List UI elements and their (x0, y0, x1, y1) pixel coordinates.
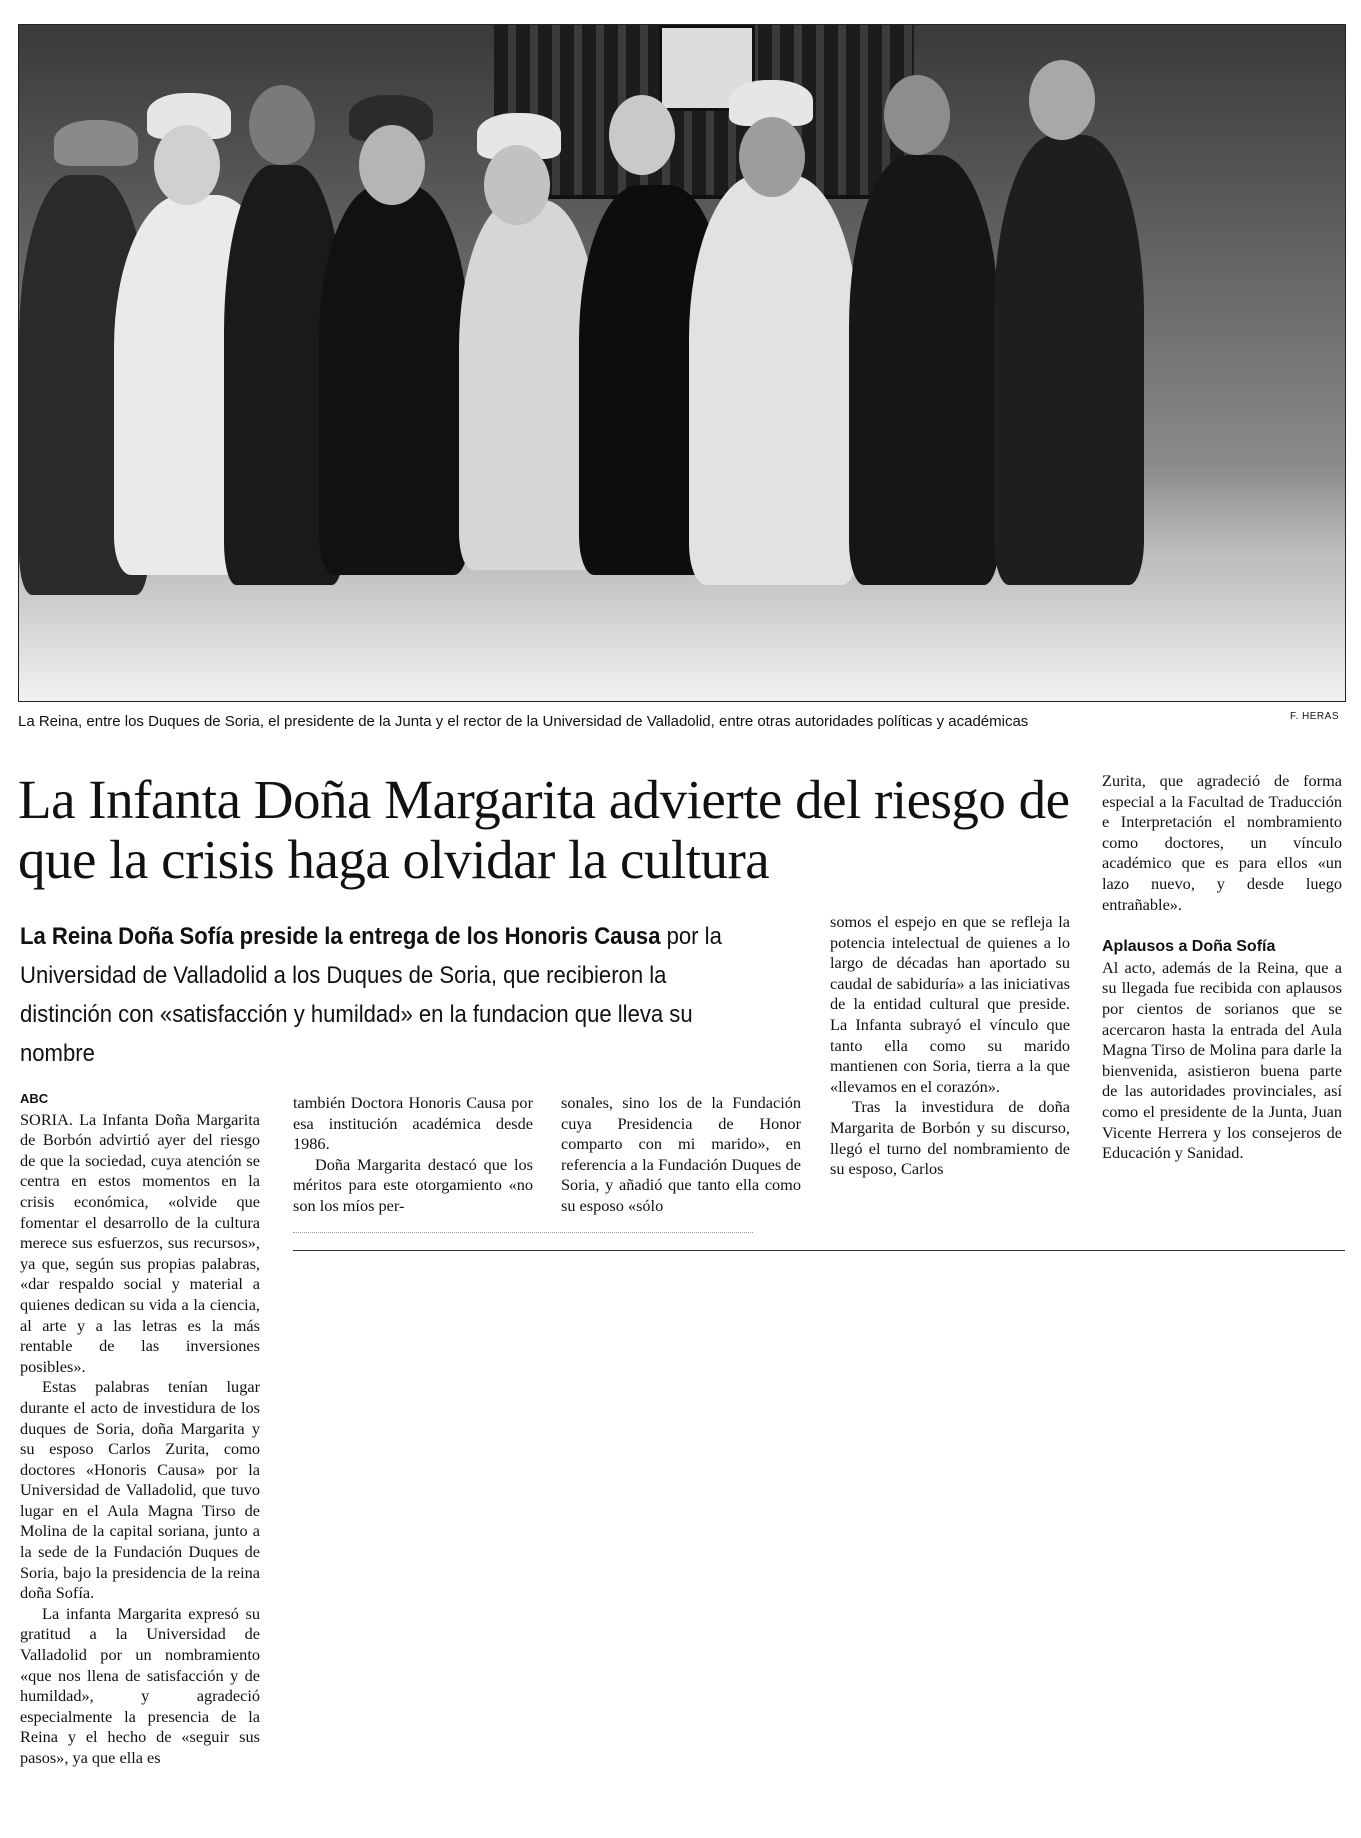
byline: ABC (20, 1091, 49, 1106)
photo-credit: F. HERAS (1289, 711, 1339, 722)
photo-caption: La Reina, entre los Duques de Soria, el presidente de la Junta y el rector de la Universidad de Valladolid, entre otras autoridades políticas y académicas (18, 713, 1029, 730)
person-head (154, 125, 220, 205)
person-head (484, 145, 550, 225)
paragraph: Al acto, además de la Reina, que a su llegada fue recibida con aplausos por cientos de sorianos que se acercaron hasta la entrada del Aula Magna Tirso de Molina para darle la bienvenida, asistieron buena parte de las autoridades provinciales, así como el presidente de la Junta, Juan Vicente Herrera y los consejeros de Educación y Sanidad. (1102, 957, 1342, 1163)
doctoral-cap (54, 120, 138, 166)
person-head (359, 125, 425, 205)
paragraph: Estas palabras tenían lugar durante el acto de investidura de los duques de Soria, doña Margarita y su esposo Carlos Zurita, como doctores «Honoris Causa» por la Universidad de Valladolid, que tuvo lugar en el Aula Magna Tirso de Molina de la capital soriana, junto a la sede de la Fundación Duques de Soria, bajo la presidencia de la reina doña Sofía. (20, 1377, 260, 1603)
section-heading: Aplausos a Doña Sofía (1102, 938, 1276, 956)
article-column-3 (561, 1093, 801, 1217)
paragraph: somos el espejo en que se refleja la potencia intelectual de quienes a lo largo de décadas han aportado su caudal de sabiduría» a las iniciativas de la entidad cultural que preside. La Infanta subrayó el vínculo que tanto ella como su marido mantienen con Soria, tierra a la que «llevamos en el corazón». (830, 912, 1070, 1096)
person-figure (689, 175, 859, 585)
paragraph: también Doctora Honoris Causa por esa institución académica desde 1986. (293, 1093, 533, 1154)
person-head (739, 117, 805, 197)
person-figure (849, 155, 999, 585)
paragraph: Zurita, que agradeció de forma especial a la Facultad de Traducción e Interpretación el nombramiento como doctores, un vínculo académico que es para ellos «un lazo nuevo, y desde luego entrañable». (1102, 771, 1342, 914)
article-column-4 (830, 912, 1070, 1180)
person-head (249, 85, 315, 165)
horizontal-rule (293, 1250, 1345, 1251)
article-column-2 (293, 1093, 533, 1217)
subheadline (20, 917, 747, 1073)
person-head (884, 75, 950, 155)
paragraph: SORIA. La Infanta Doña Margarita de Borbón advirtió ayer del riesgo de que la sociedad, cuya atención se centra en estos momentos en la crisis económica, «olvide que fomentar el desarrollo de la cultura merece sus esfuerzos, sus recursos», ya que, según sus propias palabras, «dar respaldo social y material a quienes dedican su vida a la ciencia, al arte y a las letras es la más rentable de las inversiones posibles». (20, 1109, 260, 1376)
subheadline-bold: La Reina Doña Sofía preside la entrega de los Honoris Causa (20, 923, 661, 950)
paragraph: sonales, sino los de la Fundación cuya Presidencia de Honor comparto con mi marido», en referencia a la Fundación Duques de Soria, y añadió que tanto ella como su esposo «sólo (561, 1093, 801, 1215)
dotted-divider (293, 1232, 753, 1233)
paragraph: Tras la investidura de doña Margarita de Borbón y su discurso, llegó el turno del nombramiento de su esposo, Carlos (830, 1097, 1070, 1179)
person-figure (994, 135, 1144, 585)
article-column-1 (20, 1089, 260, 1769)
person-head (609, 95, 675, 175)
paragraph: Doña Margarita destacó que los méritos para este otorgamiento «no son los míos per- (293, 1154, 533, 1215)
person-head (1029, 60, 1095, 140)
person-figure (459, 200, 599, 570)
headline: La Infanta Doña Margarita advierte del riesgo de que la crisis haga olvidar la cultura (18, 769, 1070, 890)
article-column-5 (1102, 771, 1342, 1164)
subheadline-rest: por la Universidad de Valladolid a los Duques de Soria, que recibieron la distinción con «satisfacción y humildad» en la fundacion que lleva su nombre (20, 923, 722, 1067)
person-figure (319, 185, 469, 575)
news-photo (18, 24, 1346, 702)
paragraph: La infanta Margarita expresó su gratitud a la Universidad de Valladolid por un nombramiento «que nos llena de satisfacción y de humildad», y agradeció especialmente la presencia de la Reina y el hecho de «seguir sus pasos», ya que ella es (20, 1603, 260, 1767)
stage-floor (19, 560, 1345, 701)
